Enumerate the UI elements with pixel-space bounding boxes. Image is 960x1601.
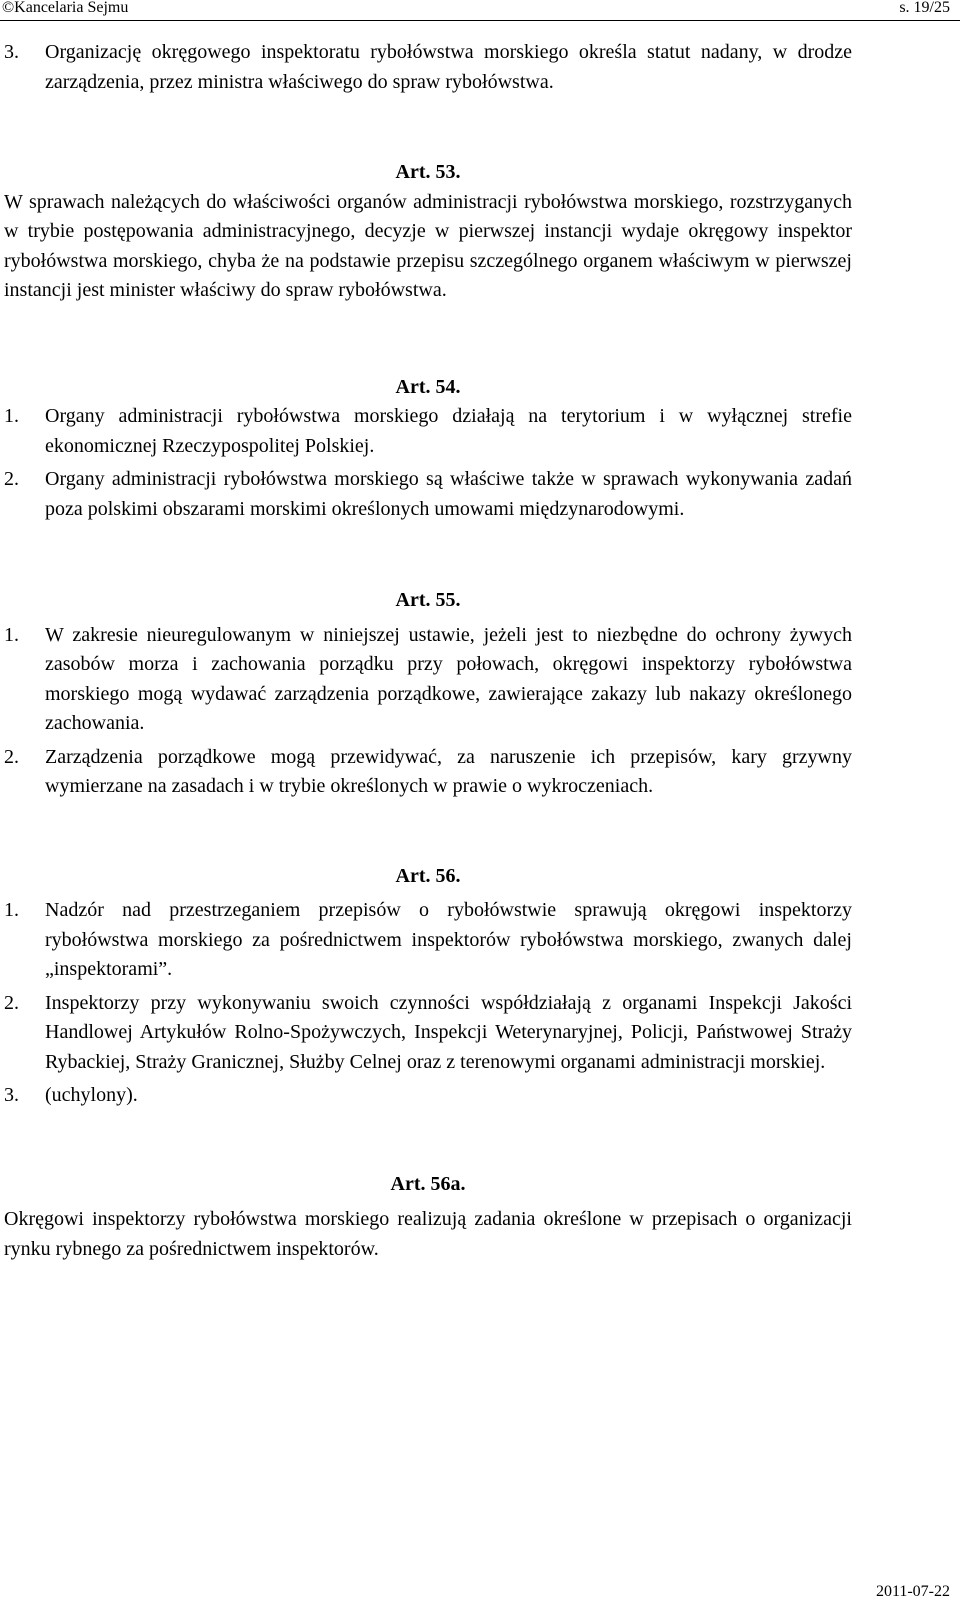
article-heading-55: Art. 55. bbox=[395, 589, 461, 611]
item-number: 2. bbox=[4, 991, 19, 1014]
item-number: 1. bbox=[4, 623, 19, 646]
item-text: Organy administracji rybołówstwa morskiego są właściwe także w sprawach wykonywania zadań poza polskimi obszarami morskimi określonych umowami międzynarodowymi. bbox=[45, 468, 852, 520]
footer-date: 2011-07-22 bbox=[875, 1583, 950, 1600]
item-text: Nadzór nad przestrzeganiem przepisów o rybołówstwie sprawują okręgowi inspektorzy rybołówstwa morskiego za pośrednictwem inspektorów rybołówstwa morskiego, zwanych dalej „inspektorami”. bbox=[45, 899, 852, 980]
item-text: Zarządzenia porządkowe mogą przewidywać, za naruszenie ich przepisów, kary grzywny wymierzane na zasadach i w trybie określonych w prawie o wykroczeniach. bbox=[45, 745, 852, 797]
item-number: 1. bbox=[4, 899, 19, 921]
item-text: (uchylony). bbox=[45, 1084, 138, 1106]
document-body bbox=[4, 38, 852, 1264]
item-text: Organizację okręgowego inspektoratu rybołówstwa morskiego określa statut nadany, w drodze zarządzenia, przez ministra właściwego do spraw rybołówstwa. bbox=[45, 41, 852, 93]
paragraph-item-55-2 bbox=[4, 743, 852, 802]
item-number: 1. bbox=[4, 405, 19, 427]
header-source: ©Kancelaria Sejmu bbox=[2, 0, 129, 16]
header-page-number: s. 19/25 bbox=[899, 0, 950, 16]
paragraph-item-56-1 bbox=[4, 896, 852, 985]
paragraph-item-55-1 bbox=[4, 621, 852, 739]
article-heading-54: Art. 54. bbox=[395, 375, 461, 398]
item-text: W zakresie nieuregulowanym w niniejszej ustawie, jeżeli jest to niezbędne do ochrony żywych zasobów morza i zachowania porządku przy połowach, okręgowi inspektorzy rybołówstwa morskiego mogą wydawać zarządzenia porządkowe, zawierające zakazy lub nakazy określonego zachowania. bbox=[45, 623, 852, 734]
page-header bbox=[0, 0, 960, 21]
item-number: 2. bbox=[4, 745, 19, 768]
paragraph-item-56-2 bbox=[4, 989, 852, 1078]
item-text: Inspektorzy przy wykonywaniu swoich czynności współdziałają z organami Inspekcji Jakości Handlowej Artykułów Rolno-Spożywczych, Inspekcji Weterynaryjnej, Policji, Państwowej Straży Rybackiej, Straży Granicznej, Służby Celnej oraz z terenowymi organami administracji morskiej. bbox=[45, 991, 852, 1073]
paragraph-item-56-3 bbox=[4, 1081, 852, 1111]
article-heading-53: Art. 53. bbox=[395, 161, 461, 183]
paragraph-item-54-2 bbox=[4, 465, 852, 524]
paragraph-item-3 bbox=[4, 38, 852, 97]
item-number: 2. bbox=[4, 468, 19, 490]
article-heading-56: Art. 56. bbox=[395, 864, 461, 887]
article-heading-56a: Art. 56a. bbox=[390, 1172, 466, 1195]
article-53-text: W sprawach należących do właściwości organów administracji rybołówstwa morskiego, rozstrzyganych w trybie postępowania administracyjnego, decyzje w pierwszej instancji wydaje okręgowy inspektor rybołówstwa morskiego, chyba że na podstawie przepisu szczególnego organem właściwym w pierwszej instancji jest minister właściwy do spraw rybołówstwa. bbox=[4, 190, 852, 301]
article-56a-text: Okręgowi inspektorzy rybołówstwa morskiego realizują zadania określone w przepisach o organizacji rynku rybnego za pośrednictwem inspektorów. bbox=[4, 1208, 852, 1260]
item-number: 3. bbox=[4, 41, 19, 63]
item-number: 3. bbox=[4, 1084, 19, 1106]
item-text: Organy administracji rybołówstwa morskiego działają na terytorium i w wyłącznej strefie ekonomicznej Rzeczypospolitej Polskiej. bbox=[45, 405, 852, 457]
paragraph-item-54-1 bbox=[4, 402, 852, 461]
